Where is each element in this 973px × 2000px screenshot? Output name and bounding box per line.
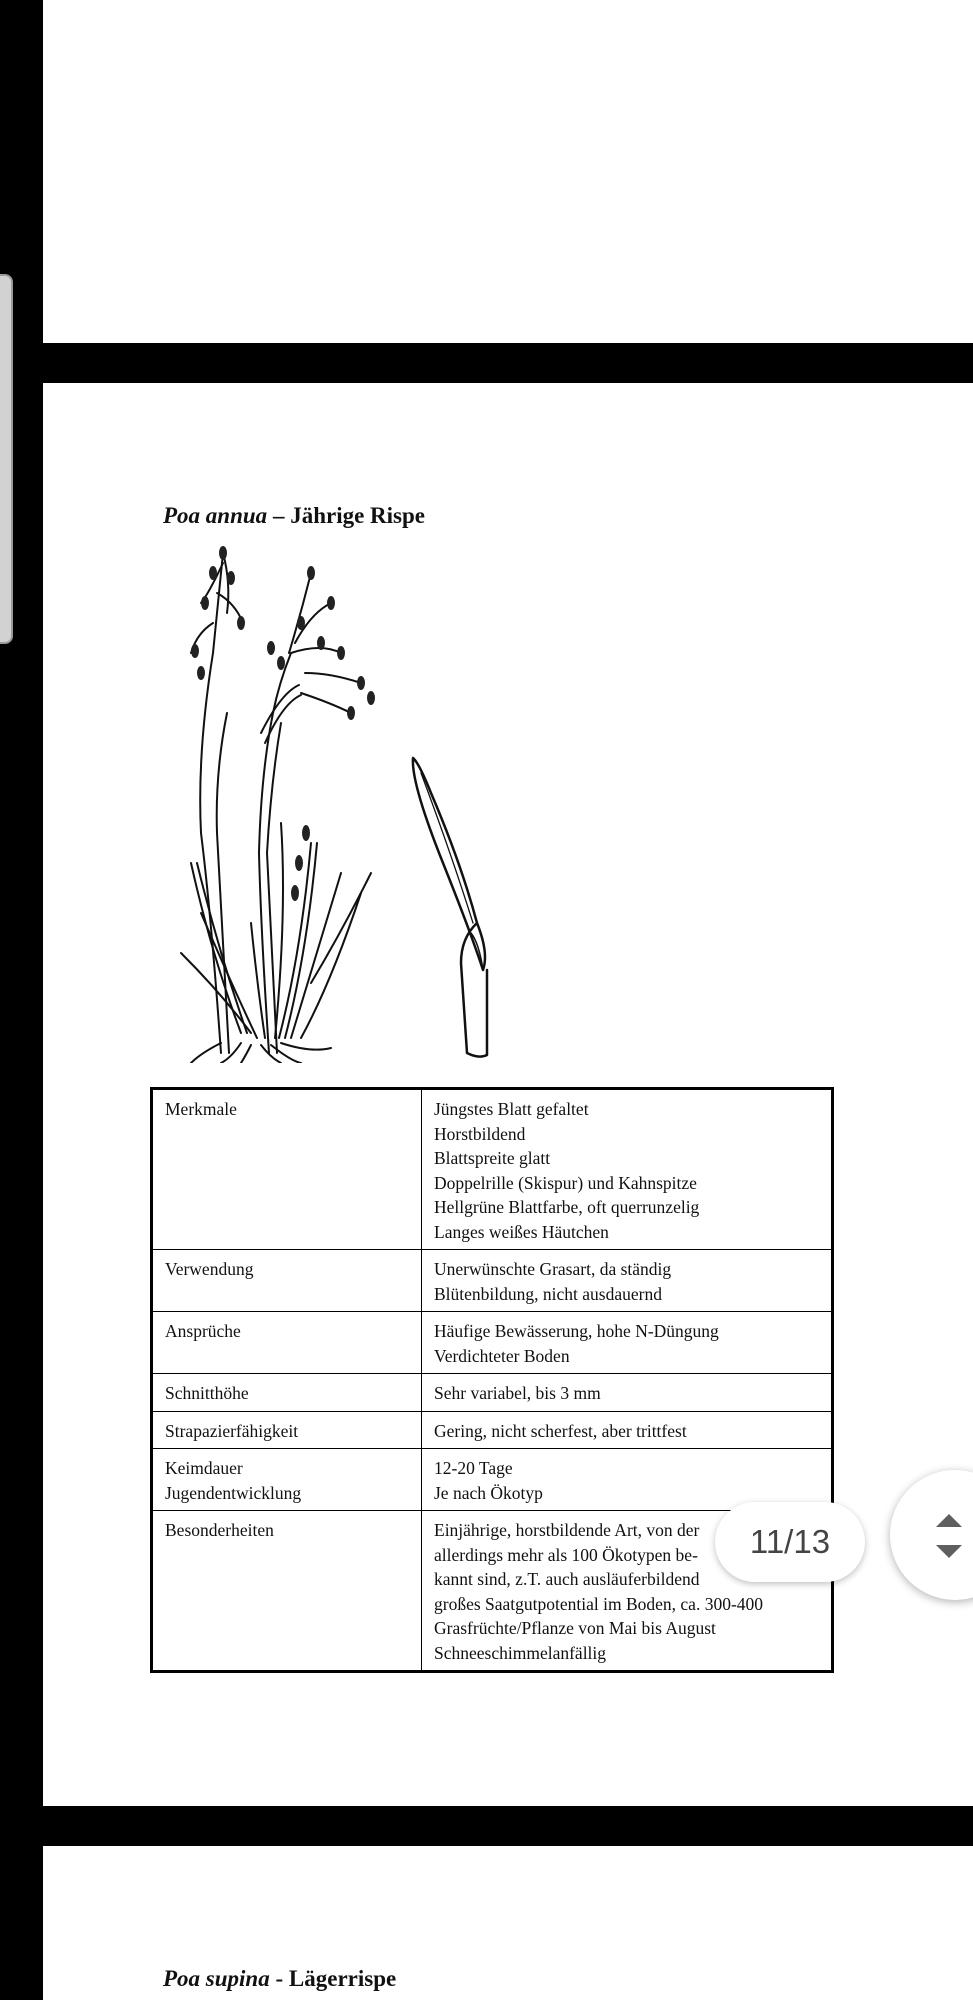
table-row [152, 1411, 833, 1449]
table-row [152, 1449, 833, 1511]
row-key: Strapazierfähigkeit [152, 1411, 422, 1449]
key-line: Keimdauer [165, 1458, 243, 1478]
value-line: kannt sind, z.T. auch ausläuferbildend [434, 1569, 700, 1589]
value-line: Einjährige, horstbildende Art, von der [434, 1520, 700, 1540]
row-key: Verwendung [152, 1250, 422, 1312]
title-scientific: Poa annua [163, 503, 268, 528]
left-scroll-handle[interactable] [0, 274, 13, 644]
value-line: Blattspreite glatt [434, 1148, 551, 1168]
title-separator: – [272, 503, 285, 528]
poa-annua-illustration [161, 533, 601, 1063]
table-row [152, 1312, 833, 1374]
value-line: Hellgrüne Blattfarbe, oft querrunzelig [434, 1197, 700, 1217]
value-line: 12-20 Tage [434, 1458, 513, 1478]
value-line: Grasfrüchte/Pflanze von Mai bis August [434, 1618, 716, 1638]
value-line: Langes weißes Häutchen [434, 1221, 609, 1242]
page-title [163, 503, 425, 529]
row-value [422, 1250, 833, 1312]
current-page [43, 383, 973, 1806]
row-value [422, 1411, 833, 1449]
value-line: Unerwünschte Grasart, da ständig [434, 1259, 672, 1279]
page-indicator: 11/13 [715, 1502, 865, 1582]
value-line: Häufige Bewässerung, hohe N-Düngung [434, 1321, 719, 1341]
value-line: Doppelrille (Skispur) und Kahnspitze [434, 1172, 697, 1193]
row-key: Besonderheiten [152, 1511, 422, 1672]
table-row [152, 1089, 833, 1250]
value-line: Jüngstes Blatt gefaltet [434, 1099, 589, 1119]
scroll-arrows-icon [934, 1510, 964, 1562]
value-line: allerdings mehr als 100 Ökotypen be- [434, 1544, 698, 1565]
table-row [152, 1250, 833, 1312]
previous-page [43, 0, 973, 343]
next-page-title [163, 1966, 396, 1992]
row-key [152, 1449, 422, 1511]
value-line: Verdichteter Boden [434, 1345, 570, 1366]
next-title-separator: - [275, 1966, 284, 1991]
value-line: Sehr variabel, bis 3 mm [434, 1383, 601, 1403]
key-line: Jugendentwicklung [165, 1482, 302, 1503]
value-line: Horstbildend [434, 1123, 526, 1144]
row-key: Merkmale [152, 1089, 422, 1250]
row-key: Schnitthöhe [152, 1374, 422, 1412]
row-value [422, 1089, 833, 1250]
value-line: Je nach Ökotyp [434, 1482, 543, 1503]
characteristics-table [150, 1087, 834, 1673]
table-row [152, 1374, 833, 1412]
value-line: großes Saatgutpotential im Boden, ca. 300-400 [434, 1593, 764, 1614]
next-title-scientific: Poa supina [163, 1966, 270, 1991]
value-line: Blütenbildung, nicht ausdauernd [434, 1283, 662, 1304]
row-key: Ansprüche [152, 1312, 422, 1374]
value-line: Gering, nicht scherfest, aber trittfest [434, 1420, 687, 1441]
next-title-common: Lägerrispe [288, 1966, 397, 1991]
next-page [43, 1846, 973, 2000]
value-line: Schneeschimmelanfällig [434, 1642, 607, 1663]
row-value [422, 1312, 833, 1374]
row-value [422, 1374, 833, 1412]
title-common: Jährige Rispe [290, 503, 425, 528]
triangle-up-icon [936, 1514, 962, 1527]
triangle-down-icon [936, 1545, 962, 1558]
